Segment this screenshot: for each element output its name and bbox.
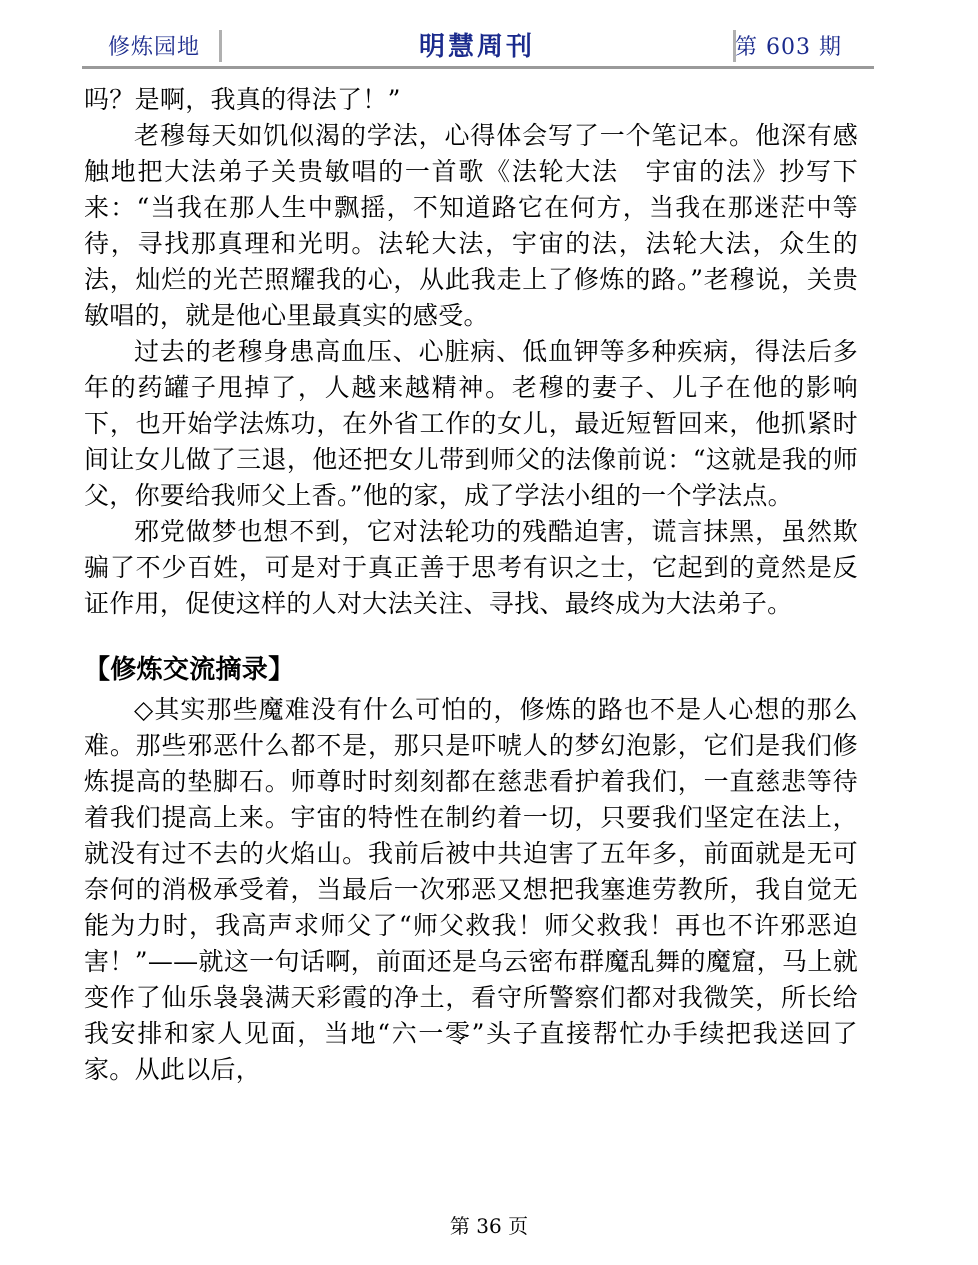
publication-title: 明慧周刊 <box>418 32 535 62</box>
paragraph: 过去的老穆身患高血压、心脏病、低血钾等多种疾病，得法后多年的药罐子甩掉了，人越来越精神。老穆的妻子、儿子在他的影响下，也开始学法炼功，在外省工作的女儿，最近短暂回来，他抓紧时间让女儿做了三退，他还把女儿带到师父的法像前说：“这就是我的师父，你要给我师父上香。”他的家，成了学法小组的一个学法点。 <box>84 337 858 510</box>
header-section-label: 修炼园地 <box>108 35 201 60</box>
section-heading: 【修炼交流摘录】 <box>84 655 295 685</box>
page-number: 第 36 页 <box>449 1214 529 1238</box>
paragraph: 老穆每天如饥似渴的学法，心得体会写了一个笔记本。他深有感触地把大法弟子关贵敏唱的一首歌《法轮大法 宇宙的法》抄写下来：“当我在那人生中飘摇，不知道路它在何方，当我在那迷茫中等待，寻找那真理和光明。法轮大法，宇宙的法，法轮大法，众生的法，灿烂的光芒照耀我的心，从此我走上了修炼的路。”老穆说，关贵敏唱的，就是他心里最真实的感受。 <box>84 121 858 330</box>
article-body <box>84 82 858 1088</box>
paragraph-continuation: 吗？是啊，我真的得法了！” <box>84 85 401 114</box>
excerpt-paragraph: ◇其实那些魔难没有什么可怕的，修炼的路也不是人心想的那么难。那些邪恶什么都不是，那只是吓唬人的梦幻泡影，它们是我们修炼提高的垫脚石。师尊时时刻刻都在慈悲看护着我们，一直慈悲等待着我们提高上来。宇宙的特性在制约着一切，只要我们坚定在法上，就没有过不去的火焰山。我前后被中共迫害了五年多，前面就是无可奈何的消极承受着，当最后一次邪恶又想把我塞進劳教所，我自觉无能为力时，我高声求师父了“师父救我！师父救我！再也不许邪恶迫害！”——就这一句话啊，前面还是乌云密布群魔乱舞的魔窟，马上就变作了仙乐袅袅满天彩霞的净土，看守所警察们都对我微笑，所长给我安排和家人见面，当地“六一零”头子直接帮忙办手续把我送回了家。从此以后， <box>84 695 858 1084</box>
header-rule <box>82 66 874 69</box>
paragraph: 邪党做梦也想不到，它对法轮功的残酷迫害，谎言抹黑，虽然欺骗了不少百姓，可是对于真正善于思考有识之士，它起到的竟然是反证作用，促使这样的人对大法关注、寻找、最终成为大法弟子。 <box>84 517 858 618</box>
page-header <box>82 24 872 68</box>
issue-number: 第 603 期 <box>735 35 842 60</box>
